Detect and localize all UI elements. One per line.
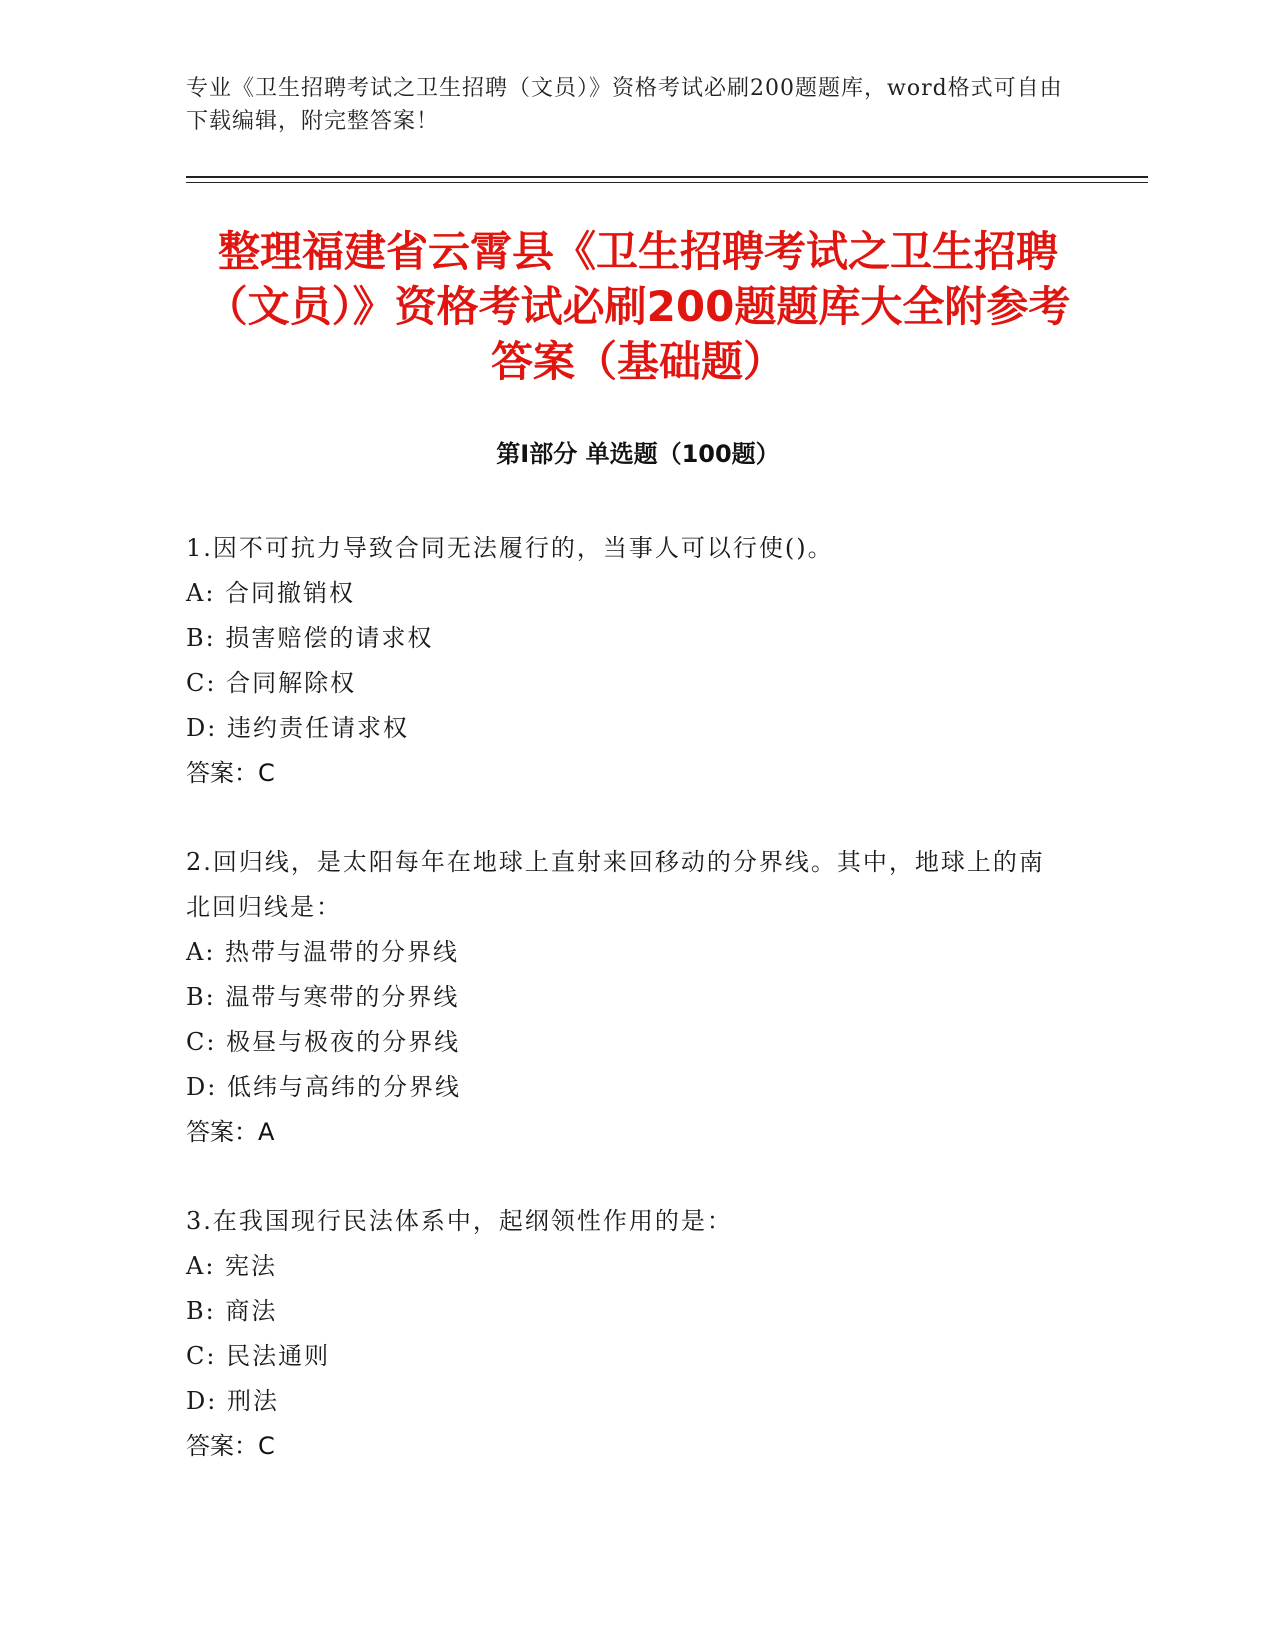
question-stem: 1.因不可抗力导致合同无法履行的，当事人可以行使()。	[186, 534, 834, 562]
option-d: D: 刑法	[186, 1387, 279, 1415]
answer-line: 答案：C	[186, 1432, 275, 1460]
option-c: C: 极昼与极夜的分界线	[186, 1028, 461, 1056]
question-list	[186, 526, 1066, 1513]
question-2	[186, 840, 1066, 1155]
option-c: C: 合同解除权	[186, 669, 357, 697]
option-a: A: 合同撤销权	[186, 579, 356, 607]
option-b: B: 商法	[186, 1297, 278, 1325]
answer-line: 答案：A	[186, 1118, 275, 1146]
header-divider-thin	[186, 182, 1148, 183]
option-a: A: 宪法	[186, 1252, 278, 1280]
section-heading: 第Ⅰ部分 单选题（100题）	[496, 440, 780, 468]
header-divider-thick	[186, 176, 1148, 178]
question-stem: 2.回归线，是太阳每年在地球上直射来回移动的分界线。其中，地球上的南北回归线是：	[186, 848, 1045, 921]
question-1	[186, 526, 1066, 796]
document-title: 整理福建省云霄县《卫生招聘考试之卫生招聘（文员）》资格考试必刷200题题库大全附参考答案（基础题）	[205, 227, 1071, 386]
header-note: 专业《卫生招聘考试之卫生招聘（文员）》资格考试必刷200题题库，word格式可自由下载编辑，附完整答案！	[186, 76, 1063, 134]
answer-line: 答案：C	[186, 759, 275, 787]
option-b: B: 损害赔偿的请求权	[186, 624, 434, 652]
option-d: D: 低纬与高纬的分界线	[186, 1073, 461, 1101]
question-stem: 3.在我国现行民法体系中，起纲领性作用的是：	[186, 1207, 733, 1235]
question-3	[186, 1199, 1066, 1469]
option-a: A: 热带与温带的分界线	[186, 938, 460, 966]
option-b: B: 温带与寒带的分界线	[186, 983, 460, 1011]
option-d: D: 违约责任请求权	[186, 714, 409, 742]
option-c: C: 民法通则	[186, 1342, 331, 1370]
